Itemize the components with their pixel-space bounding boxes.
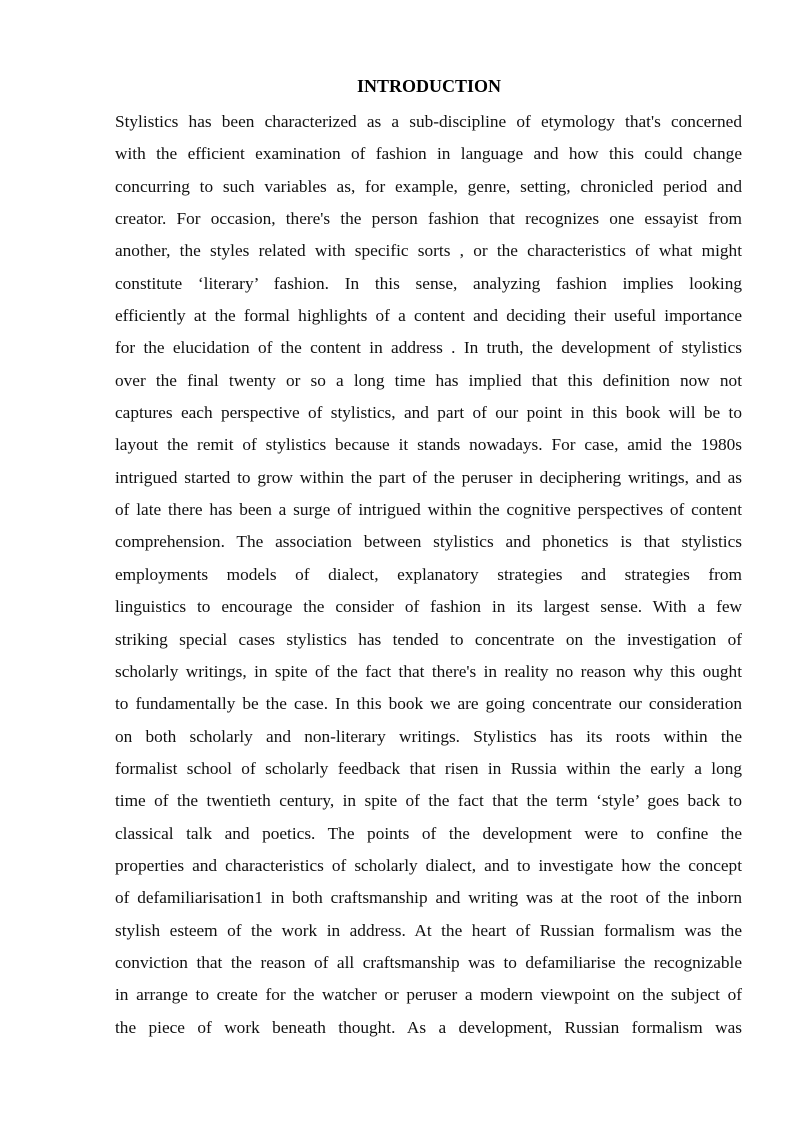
text-line: in arrange to create for the watcher or peruser a modern viewpoint on the subject of xyxy=(115,985,742,1005)
text-line: Stylistics has been characterized as a sub-discipline of etymology that's concerned xyxy=(115,112,742,131)
page-title: INTRODUCTION xyxy=(356,76,502,96)
text-line: layout the remit of stylistics because it stands nowadays. For case, amid the 1980s xyxy=(115,435,742,455)
text-line: intrigued started to grow within the part of the peruser in deciphering writings, and as xyxy=(115,467,742,487)
text-line: for the elucidation of the content in address . In truth, the development of stylistics xyxy=(115,338,742,358)
text-line: properties and characteristics of scholarly dialect, and to investigate how the concept xyxy=(115,855,742,875)
text-line: another, the styles related with specific sorts , or the characteristics of what might xyxy=(115,241,742,261)
text-line: to fundamentally be the case. In this book we are going concentrate our consideration xyxy=(115,694,742,714)
text-line: formalist school of scholarly feedback that risen in Russia within the early a long xyxy=(115,758,742,778)
text-line: the piece of work beneath thought. As a development, Russian formalism was xyxy=(115,1017,742,1037)
text-line: scholarly writings, in spite of the fact that there's in reality no reason why this ought xyxy=(115,661,742,681)
text-line: time of the twentieth century, in spite of the fact that the term ‘style’ goes back to xyxy=(115,791,742,811)
text-line: captures each perspective of stylistics, and part of our point in this book will be to xyxy=(115,403,742,423)
text-line: constitute ‘literary’ fashion. In this sense, analyzing fashion implies looking xyxy=(115,273,742,293)
text-line: conviction that the reason of all craftsmanship was to defamiliarise the recognizable xyxy=(115,952,742,972)
text-line: stylish esteem of the work in address. At the heart of Russian formalism was the xyxy=(115,920,742,940)
text-line: concurring to such variables as, for example, genre, setting, chronicled period and xyxy=(115,176,742,196)
text-line: efficiently at the formal highlights of a content and deciding their useful importance xyxy=(115,306,742,326)
text-line: of late there has been a surge of intrigued within the cognitive perspectives of content xyxy=(115,500,742,520)
text-line: creator. For occasion, there's the person fashion that recognizes one essayist from xyxy=(115,209,742,229)
text-line: with the efficient examination of fashion in language and how this could change xyxy=(115,144,742,164)
text-line: striking special cases stylistics has tended to concentrate on the investigation of xyxy=(115,629,742,649)
text-line: over the final twenty or so a long time has implied that this definition now not xyxy=(115,370,742,390)
text-line: employments models of dialect, explanatory strategies and strategies from xyxy=(115,564,742,584)
text-line: linguistics to encourage the consider of fashion in its largest sense. With a few xyxy=(115,597,742,617)
text-line: of defamiliarisation1 in both craftsmanship and writing was at the root of the inborn xyxy=(115,888,742,908)
body-paragraph xyxy=(115,106,742,1044)
text-line: comprehension. The association between stylistics and phonetics is that stylistics xyxy=(115,532,742,552)
text-line: classical talk and poetics. The points of the development were to confine the xyxy=(115,823,742,843)
text-line: on both scholarly and non-literary writings. Stylistics has its roots within the xyxy=(115,726,742,746)
